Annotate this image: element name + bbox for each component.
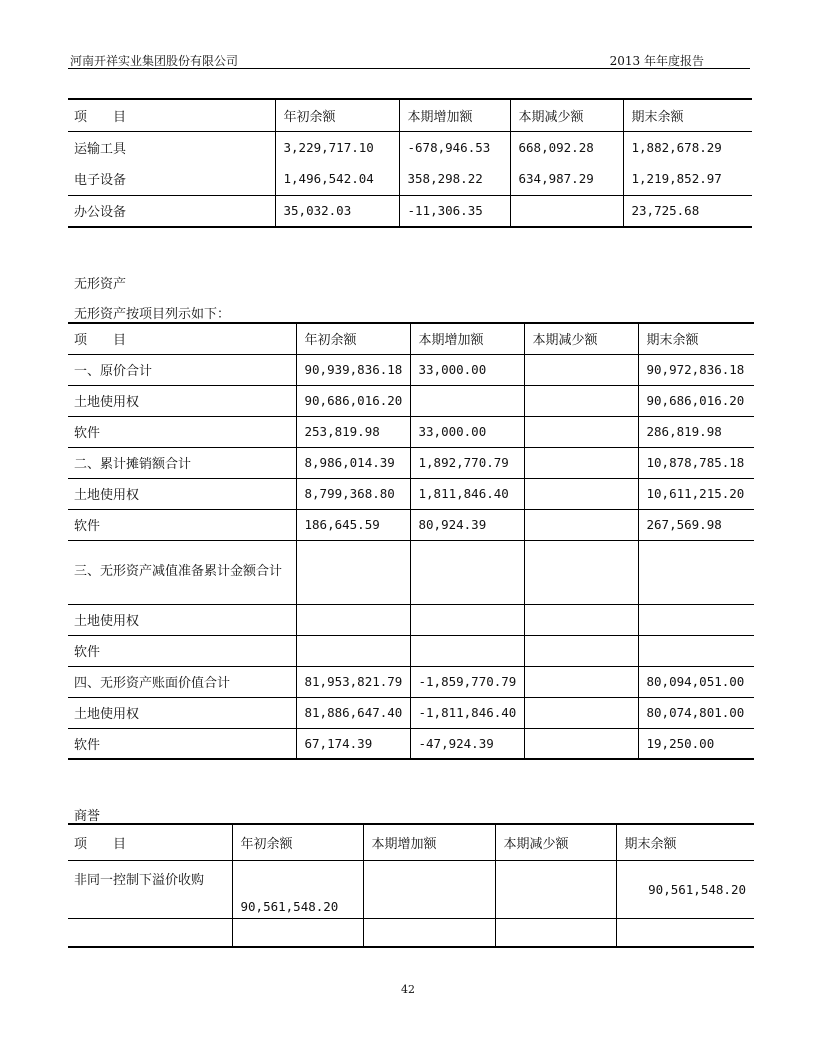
opening-value: 8,986,014.39 — [296, 447, 410, 478]
closing-value — [638, 540, 754, 604]
decrease-value — [524, 509, 638, 540]
header-item: 项 目 — [68, 323, 296, 354]
table-row — [68, 195, 752, 227]
closing-value: 1,219,852.97 — [623, 163, 752, 195]
row-label: 土地使用权 — [68, 697, 296, 728]
increase-value — [410, 540, 524, 604]
table-row — [68, 918, 754, 947]
decrease-value: 634,987.29 — [510, 163, 623, 195]
row-label: 一、原价合计 — [68, 354, 296, 385]
table-row — [68, 478, 754, 509]
closing-value: 80,094,051.00 — [638, 666, 754, 697]
table-row — [68, 509, 754, 540]
table-row — [68, 635, 754, 666]
closing-value: 23,725.68 — [623, 195, 752, 227]
row-label: 软件 — [68, 728, 296, 759]
closing-value: 1,882,678.29 — [623, 131, 752, 163]
closing-value: 267,569.98 — [638, 509, 754, 540]
table-row — [68, 354, 754, 385]
row-label — [68, 918, 232, 947]
closing-value: 10,611,215.20 — [638, 478, 754, 509]
increase-value: 80,924.39 — [410, 509, 524, 540]
header-opening: 年初余额 — [232, 824, 363, 860]
header-increase: 本期增加额 — [399, 99, 510, 131]
table-row — [68, 447, 754, 478]
header-closing: 期末余额 — [638, 323, 754, 354]
increase-value: -1,811,846.40 — [410, 697, 524, 728]
increase-value: -11,306.35 — [399, 195, 510, 227]
opening-value: 90,939,836.18 — [296, 354, 410, 385]
closing-value: 10,878,785.18 — [638, 447, 754, 478]
row-label: 软件 — [68, 635, 296, 666]
increase-value: -678,946.53 — [399, 131, 510, 163]
increase-value: 358,298.22 — [399, 163, 510, 195]
increase-value: -1,859,770.79 — [410, 666, 524, 697]
opening-value: 3,229,717.10 — [275, 131, 399, 163]
fixed-assets-table — [68, 98, 752, 228]
opening-value — [296, 635, 410, 666]
header-increase: 本期增加额 — [410, 323, 524, 354]
opening-value: 1,496,542.04 — [275, 163, 399, 195]
increase-value — [410, 385, 524, 416]
opening-value: 35,032.03 — [275, 195, 399, 227]
decrease-value — [524, 604, 638, 635]
table-row — [68, 385, 754, 416]
row-label: 二、累计摊销额合计 — [68, 447, 296, 478]
decrease-value — [510, 195, 623, 227]
closing-value: 19,250.00 — [638, 728, 754, 759]
opening-value — [296, 540, 410, 604]
header-decrease: 本期减少额 — [495, 824, 616, 860]
table-header-row — [68, 323, 754, 354]
increase-value — [410, 635, 524, 666]
closing-value: 80,074,801.00 — [638, 697, 754, 728]
table-header-row — [68, 99, 752, 131]
row-label: 软件 — [68, 509, 296, 540]
row-label: 软件 — [68, 416, 296, 447]
row-label: 土地使用权 — [68, 604, 296, 635]
closing-value: 90,972,836.18 — [638, 354, 754, 385]
row-label: 土地使用权 — [68, 478, 296, 509]
company-name: 河南开祥实业集团股份有限公司 — [70, 54, 239, 68]
increase-value: 33,000.00 — [410, 354, 524, 385]
closing-value — [616, 918, 754, 947]
opening-value: 253,819.98 — [296, 416, 410, 447]
header-closing: 期末余额 — [616, 824, 754, 860]
row-label: 办公设备 — [68, 195, 275, 227]
increase-value — [363, 918, 495, 947]
closing-value — [638, 604, 754, 635]
table-row — [68, 697, 754, 728]
table-row — [68, 728, 754, 759]
header-decrease: 本期减少额 — [510, 99, 623, 131]
decrease-value — [524, 635, 638, 666]
decrease-value — [524, 416, 638, 447]
table-row — [68, 131, 752, 163]
opening-value: 81,886,647.40 — [296, 697, 410, 728]
decrease-value: 668,092.28 — [510, 131, 623, 163]
decrease-value — [524, 447, 638, 478]
table-row — [68, 163, 752, 195]
increase-value: -47,924.39 — [410, 728, 524, 759]
closing-value — [638, 635, 754, 666]
closing-value: 90,561,548.20 — [616, 860, 754, 918]
header-increase: 本期增加额 — [363, 824, 495, 860]
intangible-assets-table — [68, 322, 754, 760]
section-title-goodwill: 商誉 — [74, 809, 101, 824]
table-row — [68, 416, 754, 447]
opening-value — [296, 604, 410, 635]
decrease-value — [524, 354, 638, 385]
header-decrease: 本期减少额 — [524, 323, 638, 354]
goodwill-table — [68, 823, 754, 948]
opening-value — [232, 918, 363, 947]
page-number: 42 — [401, 983, 415, 996]
increase-value: 33,000.00 — [410, 416, 524, 447]
decrease-value — [524, 385, 638, 416]
row-label: 三、无形资产减值准备累计金额合计 — [68, 540, 296, 604]
opening-value: 90,686,016.20 — [296, 385, 410, 416]
table-header-row — [68, 824, 754, 860]
opening-value: 81,953,821.79 — [296, 666, 410, 697]
row-label: 运输工具 — [74, 141, 127, 157]
decrease-value — [495, 860, 616, 918]
decrease-value — [524, 728, 638, 759]
table-row — [68, 604, 754, 635]
decrease-value — [495, 918, 616, 947]
row-label: 土地使用权 — [68, 385, 296, 416]
header-item: 项 目 — [68, 99, 275, 131]
opening-value: 8,799,368.80 — [296, 478, 410, 509]
decrease-value — [524, 697, 638, 728]
header-closing: 期末余额 — [623, 99, 752, 131]
decrease-value — [524, 666, 638, 697]
row-label: 电子设备 — [74, 173, 127, 189]
row-label: 四、无形资产账面价值合计 — [68, 666, 296, 697]
increase-value: 1,811,846.40 — [410, 478, 524, 509]
section-subtitle-intangible: 无形资产按项目列示如下： — [74, 307, 231, 322]
section-title-intangible: 无形资产 — [74, 277, 127, 292]
opening-value: 90,561,548.20 — [232, 860, 363, 918]
decrease-value — [524, 540, 638, 604]
increase-value — [363, 860, 495, 918]
increase-value: 1,892,770.79 — [410, 447, 524, 478]
opening-value: 186,645.59 — [296, 509, 410, 540]
row-label: 非同一控制下溢价收购 — [68, 860, 232, 918]
closing-value: 90,686,016.20 — [638, 385, 754, 416]
header-opening: 年初余额 — [275, 99, 399, 131]
header-item: 项 目 — [68, 824, 232, 860]
table-row — [68, 666, 754, 697]
page-header — [68, 52, 752, 66]
table-row — [68, 860, 754, 918]
increase-value — [410, 604, 524, 635]
decrease-value — [524, 478, 638, 509]
header-rule — [68, 68, 750, 69]
header-opening: 年初余额 — [296, 323, 410, 354]
report-title: 2013 年年度报告 — [609, 54, 704, 68]
closing-value: 286,819.98 — [638, 416, 754, 447]
opening-value: 67,174.39 — [296, 728, 410, 759]
table-row — [68, 540, 754, 604]
